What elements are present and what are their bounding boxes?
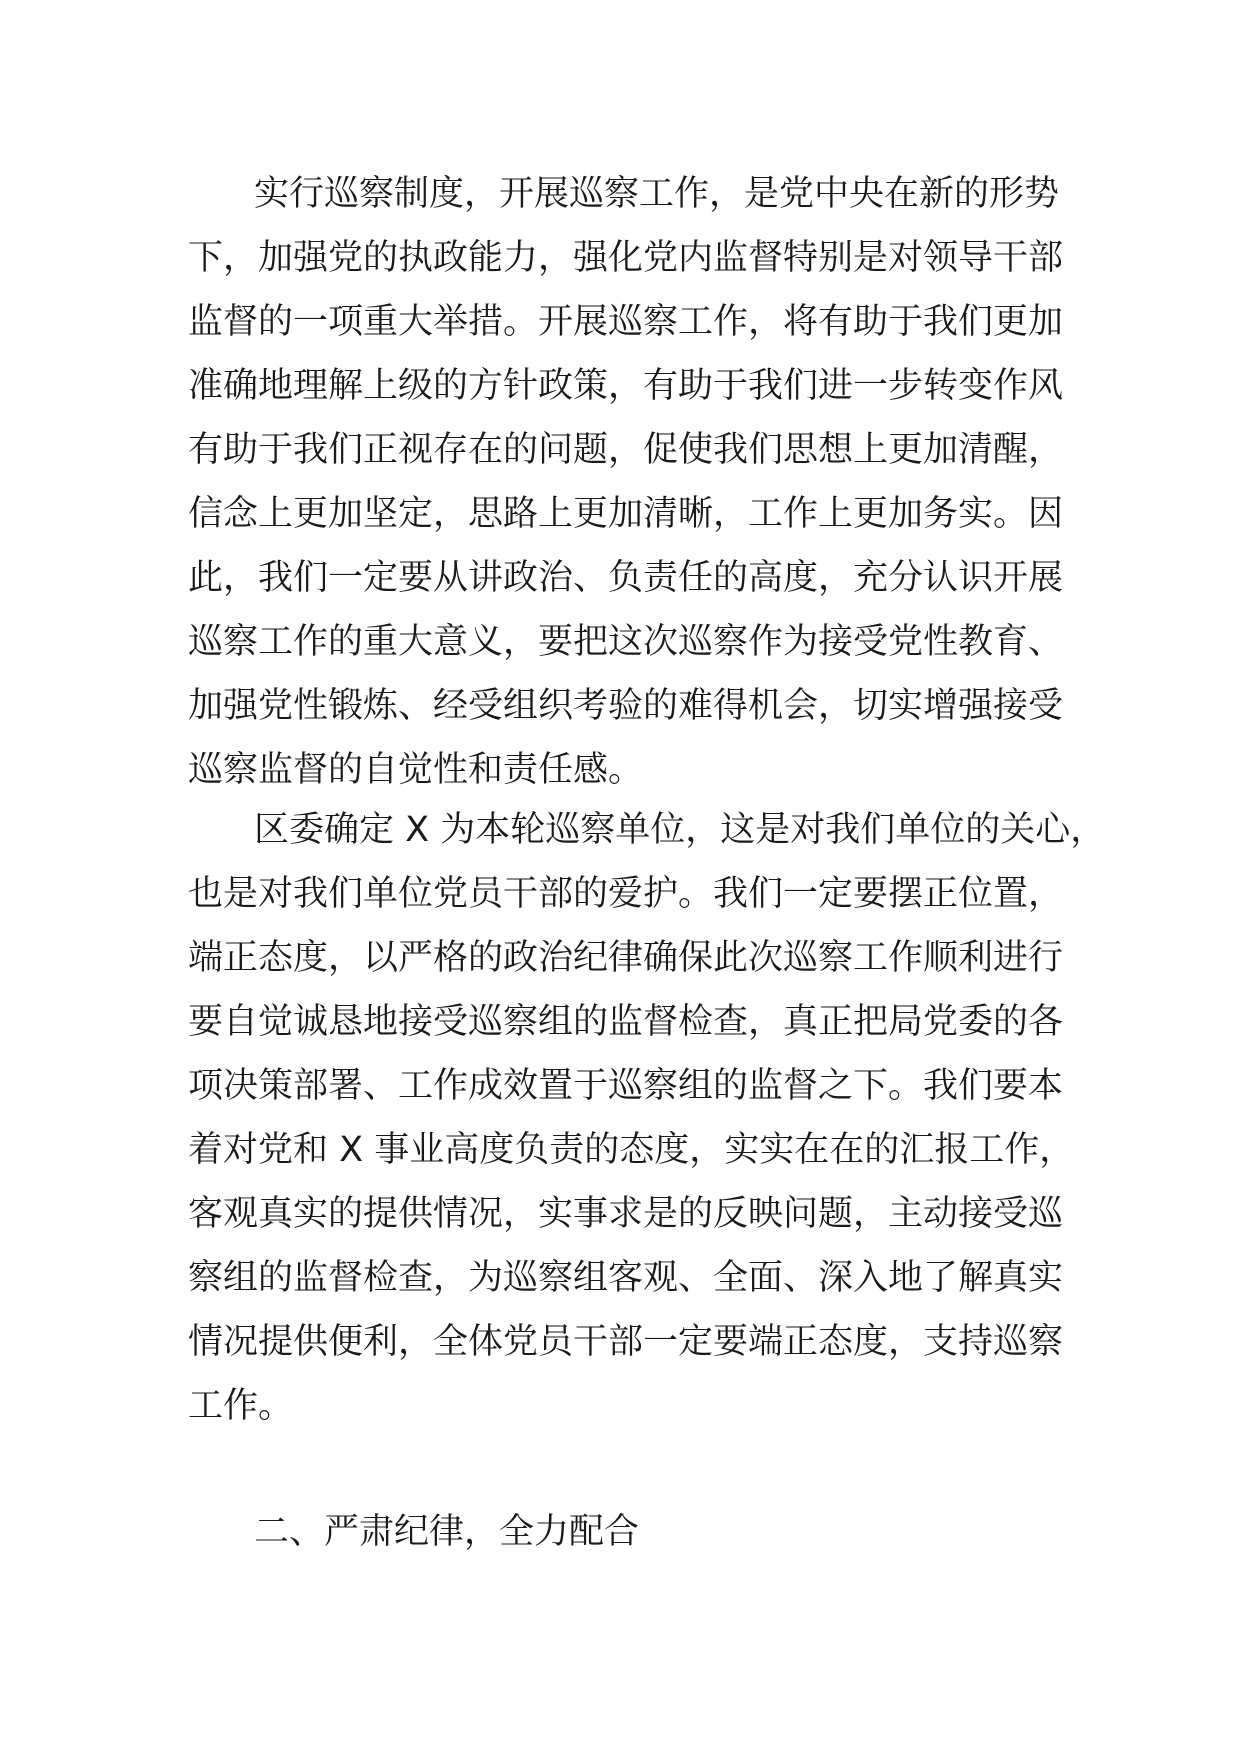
section-heading-block <box>188 1500 1068 1564</box>
paragraph-line: 情况提供便利，全体党员干部一定要端正态度，支持巡察 <box>188 1322 1064 1362</box>
paragraph-line: 加强党性锻炼、经受组织考验的难得机会，切实增强接受 <box>188 686 1064 726</box>
paragraph-line: 下，加强党的执政能力，强化党内监督特别是对领导干部 <box>188 238 1064 278</box>
paragraph-line: 区委确定 X 为本轮巡察单位，这是对我们单位的关心， <box>254 810 1106 850</box>
paragraph-line: 监督的一项重大举措。开展巡察工作，将有助于我们更加 <box>188 302 1064 342</box>
section-heading: 二、严肃纪律，全力配合 <box>254 1512 640 1552</box>
paragraph-line: 着对党和 X 事业高度负责的态度，实实在在的汇报工作， <box>188 1130 1075 1170</box>
paragraph-line: 巡察监督的自觉性和责任感。 <box>188 750 644 790</box>
paragraph-line: 实行巡察制度，开展巡察工作，是党中央在新的形势 <box>254 174 1060 214</box>
paragraph-line: 工作。 <box>188 1386 294 1426</box>
paragraph-line: 也是对我们单位党员干部的爱护。我们一定要摆正位置， <box>188 874 1064 914</box>
paragraph-line: 项决策部署、工作成效置于巡察组的监督之下。我们要本 <box>188 1066 1064 1106</box>
paragraph-line: 客观真实的提供情况，实事求是的反映问题，主动接受巡 <box>188 1194 1064 1234</box>
paragraph-line: 要自觉诚恳地接受巡察组的监督检查，真正把局党委的各 <box>188 1002 1064 1042</box>
paragraph-line: 察组的监督检查，为巡察组客观、全面、深入地了解真实 <box>188 1258 1064 1298</box>
paragraph-line: 端正态度，以严格的政治纪律确保此次巡察工作顺利进行 <box>188 938 1064 978</box>
paragraph-1 <box>188 162 1068 802</box>
paragraph-line: 巡察工作的重大意义，要把这次巡察作为接受党性教育、 <box>188 622 1064 662</box>
paragraph-line: 信念上更加坚定，思路上更加清晰，工作上更加务实。因 <box>188 494 1064 534</box>
paragraph-line: 准确地理解上级的方针政策，有助于我们进一步转变作风 <box>188 366 1064 406</box>
paragraph-line: 此，我们一定要从讲政治、负责任的高度，充分认识开展 <box>188 558 1064 598</box>
paragraph-2 <box>188 798 1106 1438</box>
paragraph-line: 有助于我们正视存在的问题，促使我们思想上更加清醒， <box>188 430 1064 470</box>
